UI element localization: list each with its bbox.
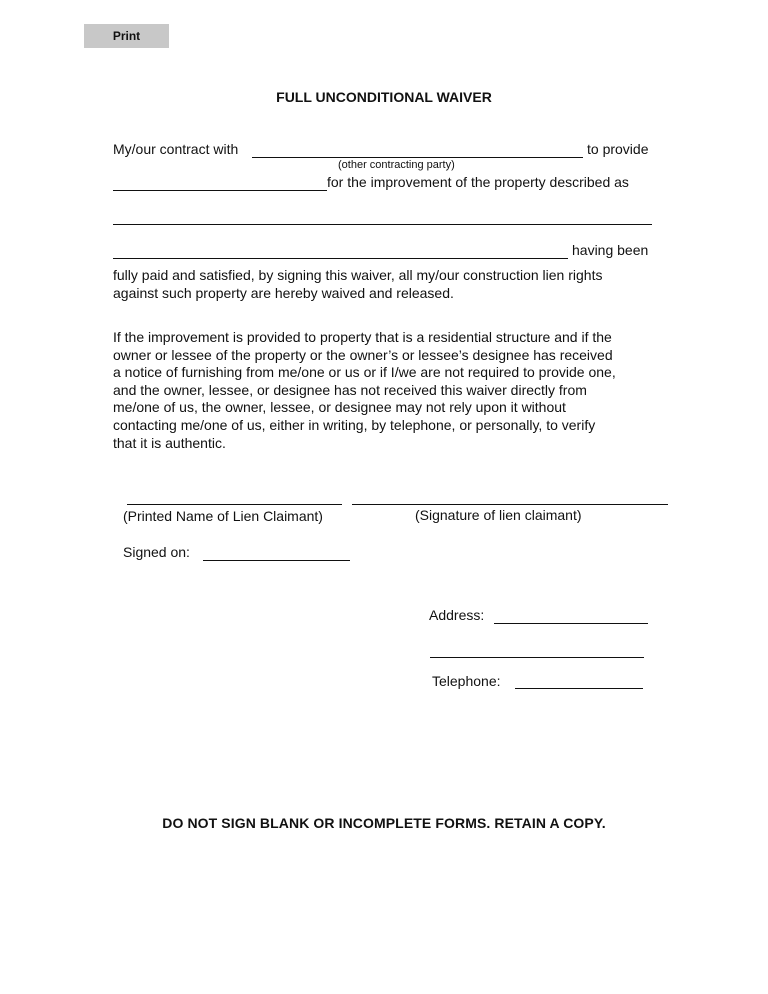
notice-paragraph (113, 329, 616, 452)
signature-caption: (Signature of lien claimant) (415, 507, 582, 523)
footer-notice: DO NOT SIGN BLANK OR INCOMPLETE FORMS. RETAIN A COPY. (162, 815, 606, 831)
notice-line: If the improvement is provided to property that is a residential structure and if the (113, 329, 612, 345)
property-description-field-2[interactable] (113, 258, 568, 259)
contracting-party-caption: (other contracting party) (338, 159, 455, 171)
contracting-party-field[interactable] (252, 157, 583, 158)
waiver-paragraph (113, 267, 602, 302)
notice-line: a notice of furnishing from me/one or us or if I/we are not required to provide one, (113, 364, 616, 381)
notice-line: and the owner, lessee, or designee has not received this waiver directly from (113, 381, 587, 398)
signature-field[interactable] (352, 504, 668, 505)
address-field[interactable] (494, 623, 648, 624)
address-field-2[interactable] (430, 657, 644, 658)
signed-on-label: Signed on: (123, 544, 190, 560)
having-been-text: having been (572, 242, 649, 258)
printed-name-caption: (Printed Name of Lien Claimant) (123, 508, 323, 524)
improvement-field[interactable] (113, 190, 327, 191)
contract-prefix: My/our contract with (113, 141, 239, 157)
property-description-field[interactable] (113, 224, 652, 225)
telephone-field[interactable] (515, 688, 643, 689)
improvement-text: for the improvement of the property described as (327, 174, 629, 190)
notice-line: owner or lessee of the property or the owner’s or lessee’s designee has received (113, 346, 613, 363)
print-button[interactable]: Print (84, 24, 169, 48)
address-label: Address: (429, 607, 485, 623)
waiver-line: against such property are hereby waived and released. (113, 284, 454, 301)
telephone-label: Telephone: (432, 673, 501, 689)
waiver-line: fully paid and satisfied, by signing this waiver, all my/our construction lien rights (113, 267, 603, 283)
notice-line: me/one of us, the owner, lessee, or designee may not rely upon it without (113, 399, 566, 416)
contract-suffix: to provide (587, 141, 649, 157)
form-title: FULL UNCONDITIONAL WAIVER (276, 89, 492, 105)
notice-line: that it is authentic. (113, 434, 226, 451)
printed-name-field[interactable] (127, 504, 342, 505)
notice-line: contacting me/one of us, either in writing, by telephone, or personally, to verify (113, 416, 596, 433)
signed-on-field[interactable] (203, 560, 350, 561)
